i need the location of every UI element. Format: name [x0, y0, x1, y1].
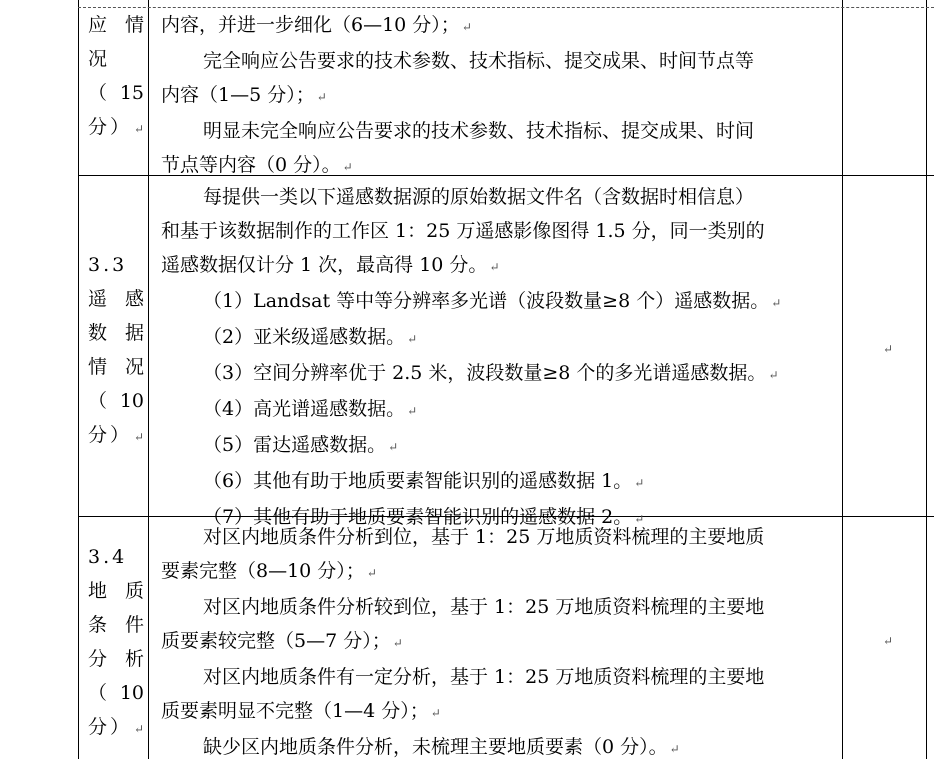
category-line: （10: [88, 390, 144, 412]
category-cell-geology: [88, 540, 144, 746]
criteria-line: 质要素较完整（5—7 分）； ↵: [161, 630, 403, 652]
criteria-line: （6）其他有助于地质要素智能识别的遥感数据 1。 ↵: [203, 470, 645, 492]
criteria-line: 内容，并进一步细化（6—10 分）； ↵: [161, 14, 472, 36]
category-cell-response: [88, 8, 144, 146]
criteria-line: 明显未完全响应公告要求的技术参数、技术指标、提交成果、时间: [203, 120, 755, 142]
table-divider-score: [842, 0, 843, 759]
criteria-cell-geology: [161, 520, 837, 766]
criteria-line: 对区内地质条件有一定分析，基于 1：25 万地质资料梳理的主要地: [203, 666, 765, 688]
criteria-line: 要素完整（8—10 分）； ↵: [161, 560, 377, 582]
criteria-line: （3）空间分辨率优于 2.5 米，波段数量≥8 个的多光谱遥感数据。 ↵: [203, 362, 779, 384]
category-line: 数据: [88, 322, 144, 344]
category-line: 遥感: [88, 288, 144, 310]
criteria-line: （7）其他有助于地质要素智能识别的遥感数据 2。 ↵: [203, 506, 645, 528]
category-line: 3.4: [88, 546, 128, 568]
category-line: （15: [88, 82, 144, 104]
category-line: 分） ↵: [88, 716, 144, 738]
criteria-line: 和基于该数据制作的工作区 1：25 万遥感影像图得 1.5 分，同一类别的: [161, 220, 765, 242]
category-line: 3.3: [88, 254, 128, 276]
category-line: 应情: [88, 14, 144, 36]
criteria-line: 对区内地质条件分析到位，基于 1：25 万地质资料梳理的主要地质: [203, 526, 765, 548]
category-line: 分） ↵: [88, 116, 144, 138]
criteria-line: 节点等内容（0 分）。 ↵: [161, 154, 353, 176]
criteria-line: （2）亚米级遥感数据。 ↵: [203, 326, 418, 348]
category-line: 况: [88, 48, 108, 70]
table-border-right: [926, 0, 927, 759]
criteria-line: 缺少区内地质条件分析，未梳理主要地质要素（0 分）。 ↵: [203, 736, 680, 758]
category-line: 条件: [88, 614, 144, 636]
category-line: 情况: [88, 356, 144, 378]
category-cell-remote-sensing: [88, 248, 144, 454]
category-line: 分） ↵: [88, 424, 144, 446]
criteria-line: （1）Landsat 等中等分辨率多光谱（波段数量≥8 个）遥感数据。 ↵: [203, 290, 782, 312]
criteria-cell-response: [161, 8, 837, 184]
category-line: （10: [88, 682, 144, 704]
criteria-line: 遥感数据仅计分 1 次，最高得 10 分。 ↵: [161, 254, 500, 276]
score-cell-remote-sensing: ↵: [883, 342, 894, 356]
table-divider-category: [148, 0, 149, 759]
criteria-cell-remote-sensing: [161, 180, 837, 536]
category-line: 分析: [88, 648, 144, 670]
score-cell-geology: ↵: [883, 634, 894, 648]
criteria-line: 对区内地质条件分析较到位，基于 1：25 万地质资料梳理的主要地: [203, 596, 765, 618]
criteria-line: 每提供一类以下遥感数据源的原始数据文件名（含数据时相信息）: [203, 186, 755, 208]
table-border-left: [78, 0, 79, 759]
criteria-line: 内容（1—5 分）； ↵: [161, 84, 327, 106]
criteria-line: 完全响应公告要求的技术参数、技术指标、提交成果、时间节点等: [203, 50, 755, 72]
category-line: 地质: [88, 580, 144, 602]
criteria-line: （4）高光谱遥感数据。 ↵: [203, 398, 418, 420]
criteria-line: （5）雷达遥感数据。 ↵: [203, 434, 399, 456]
criteria-line: 质要素明显不完整（1—4 分）； ↵: [161, 700, 441, 722]
